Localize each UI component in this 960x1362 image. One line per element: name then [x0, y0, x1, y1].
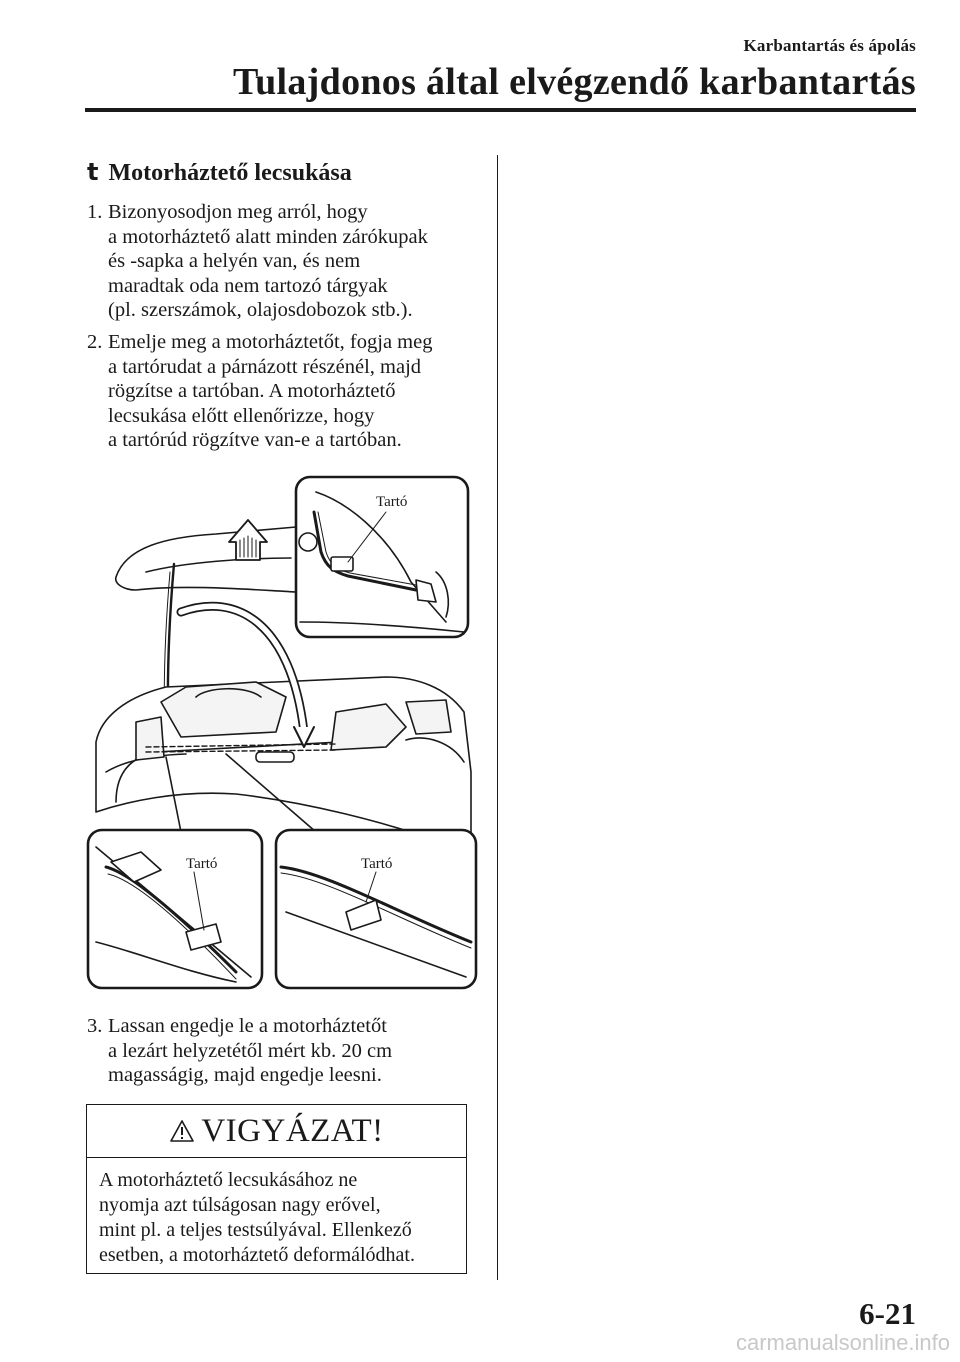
step-line: Emelje meg a motorháztetőt, fogja meg: [108, 331, 433, 353]
caution-line: esetben, a motorháztető deformálódhat.: [99, 1244, 415, 1266]
step-line: és -sapka a helyén van, és nem: [108, 250, 361, 272]
step-line: lecsukása előtt ellenőrizze, hogy: [108, 404, 375, 427]
step-line: (pl. szerszámok, olajosdobozok stb.).: [108, 299, 413, 321]
section-name: Karbantartás és ápolás: [743, 36, 916, 55]
section-heading: [87, 158, 352, 187]
hood-panel: [116, 527, 296, 592]
step-line: rögzítse a tartóban. A motorháztető: [108, 380, 396, 402]
inset-bottom-right: [276, 830, 476, 988]
caution-line: A motorháztető lecsukásához ne: [99, 1169, 358, 1191]
step-1: [87, 200, 482, 323]
column-divider: [497, 155, 498, 1280]
caution-header: [87, 1105, 466, 1158]
warning-triangle-icon: [169, 1119, 195, 1143]
step-line: a motorháztető alatt minden zárókupak: [108, 225, 428, 248]
callout-label-bottom-left: Tartó: [186, 856, 218, 872]
chapter-title: Tulajdonos által elvégzendő karbantartás: [232, 61, 916, 103]
caution-title: VIGYÁZAT!: [201, 1112, 384, 1149]
step-line: a tartórúd rögzítve van-e a tartóban.: [108, 429, 402, 451]
step-3: [87, 1014, 482, 1088]
caution-line: mint pl. a teljes testsúlyával. Ellenkező: [99, 1219, 412, 1241]
caution-box: [86, 1104, 467, 1274]
step-line: Bizonyosodjon meg arról, hogy: [108, 201, 368, 223]
step-2: [87, 330, 482, 453]
header-rule: [85, 108, 916, 112]
step-line: Lassan engedje le a motorháztetőt: [108, 1015, 387, 1037]
inset-top: [296, 477, 468, 637]
section-heading-text: Motorháztető lecsukása: [108, 160, 352, 186]
step-number: 3.: [87, 1015, 103, 1037]
watermark: carmanualsonline.info: [735, 1330, 950, 1355]
section-bullet: t: [87, 158, 99, 186]
step-number: 2.: [87, 331, 103, 353]
page-number: 6-21: [859, 1296, 916, 1331]
caution-text: [87, 1158, 466, 1268]
caution-line: nyomja azt túlságosan nagy erővel,: [99, 1194, 381, 1216]
step-line: maradtak oda nem tartozó tárgyak: [108, 274, 388, 297]
hood-support-illustration: [86, 472, 481, 992]
step-line: a tartórudat a párnázott részénél, majd: [108, 355, 422, 378]
step-number: 1.: [87, 201, 103, 223]
inset-bottom-left: [88, 830, 262, 988]
callout-label-bottom-right: Tartó: [361, 856, 393, 872]
step-line: a lezárt helyzetétől mért kb. 20 cm: [108, 1039, 393, 1062]
step-line: magasságig, majd engedje leesni.: [108, 1064, 382, 1086]
callout-label-top: Tartó: [376, 494, 408, 510]
